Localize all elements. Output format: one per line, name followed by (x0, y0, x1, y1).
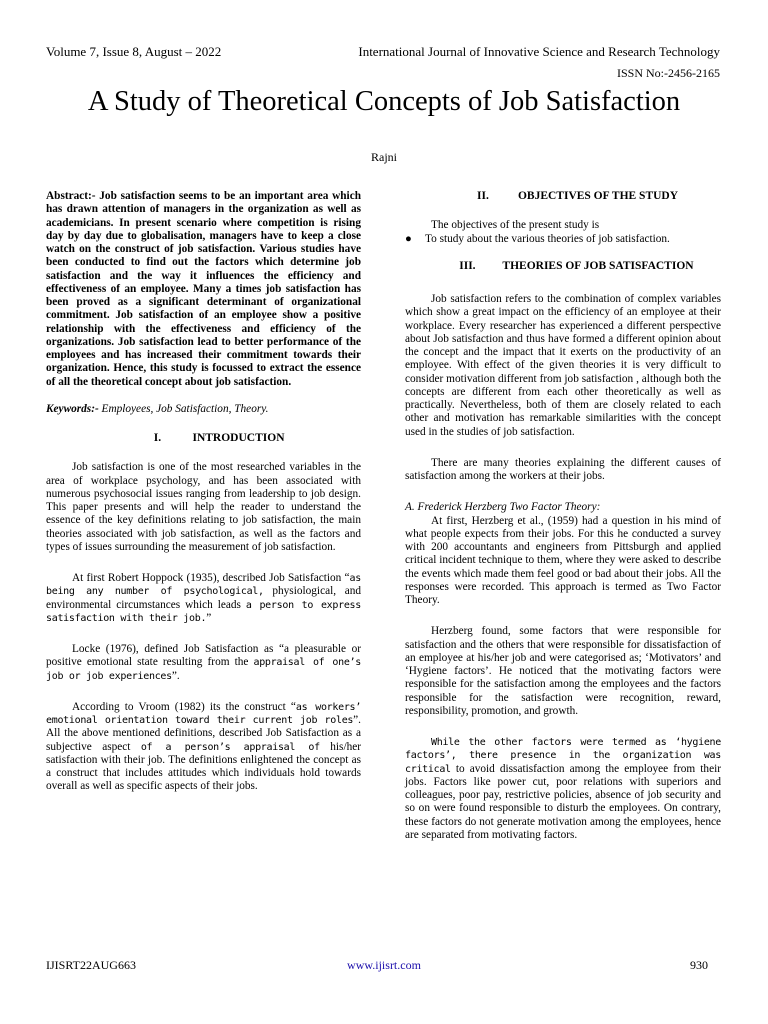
text-run: ”. (171, 669, 180, 682)
paper-title: A Study of Theoretical Concepts of Job Satisfaction (87, 86, 681, 117)
footer-website-link[interactable]: www.ijisrt.com (347, 958, 421, 972)
intro-paragraph-1: Job satisfaction is one of the most researched variables in the area of workplace psychology, and has been associated with numerous psychosocial issues ranging from leadership to job design. This paper presents and will help the reader to understand the essence of the key definitions relating to job satisfaction, the main theories associated with job satisfaction, as well as the factors and types of issues surrounding the measurement of job satisfaction. (46, 461, 361, 553)
footer-paper-code: IJISRT22AUG663 (46, 958, 136, 972)
section-objectives-heading (405, 190, 721, 203)
section-title: INTRODUCTION (192, 432, 285, 444)
text-run: At first Robert Hoppock (1935), described Job Satisfaction “ (72, 572, 350, 584)
intro-paragraph-3 (46, 643, 361, 683)
section-title: OBJECTIVES OF THE STUDY (517, 190, 679, 202)
text-run: ” (206, 611, 212, 624)
text-run: Locke (1976), defined Job Satisfaction as “a pleasurable or positive emotional state resulting from the (46, 643, 361, 669)
journal-name: International Journal of Innovative Science and Research Technology (358, 44, 720, 59)
section-number: II. (477, 190, 489, 202)
section-number: I. (153, 432, 162, 444)
quote-run: as workers’ emotional orientation toward their current job roles (46, 701, 361, 726)
intro-paragraph-2 (46, 572, 361, 625)
keywords-label: Keywords:- (46, 402, 99, 415)
section-introduction-heading (46, 432, 361, 445)
quote-run: a person to express satisfaction with their job. (46, 599, 361, 624)
text-run: According to Vroom (1982) its the construct “ (72, 700, 296, 713)
theories-paragraph-2: There are many theories explaining the different causes of satisfaction among the workers at their jobs. (405, 456, 721, 482)
quote-run: as being any number of psychological, (46, 573, 361, 598)
text-run: physiological, and environmental circumstances which leads (46, 585, 362, 611)
issn: ISSN No:-2456-2165 (616, 66, 720, 80)
author: Rajni (371, 150, 397, 164)
bullet-text: To study about the various theories of job satisfaction. (425, 232, 670, 245)
quote-run: appraisal of one’s job or job experiences (46, 657, 361, 682)
right-column (405, 190, 721, 842)
objectives-intro: The objectives of the present study is (431, 219, 600, 232)
quote-run: of a person’s appraisal of (140, 741, 320, 753)
left-column (46, 190, 361, 794)
theories-paragraph-1: Job satisfaction refers to the combination of complex variables which show a great impact on the efficiency of an employee at their workplace. Every researcher has experienced a different perspective about Job satisfaction and thus have formed a different opinion about the concept and the impact that it exerts on the productivity of an employee. With effect of the given theories it is very difficult to consider motivation different from job satisfaction , although both the concepts are different from each other theoretically as well as practically. Nevertheless, both of them are closely related to each other and motivation has remarkable similarities with the concept used in the studies of job satisfaction. (405, 293, 721, 438)
section-number: III. (459, 259, 476, 272)
bullet-icon: ● (405, 232, 412, 245)
section-title: THEORIES OF JOB SATISFACTION (502, 259, 694, 272)
intro-paragraph-4 (46, 701, 361, 794)
herzberg-paragraph-3 (405, 736, 721, 842)
herzberg-paragraph-1: At first, Herzberg et al., (1959) had a question in his mind of what people expects from their jobs. For this he conducted a survey with 200 accountants and engineers from Pittsburgh and applied critical incident technique to them, where they were asked to describe the events which made them feel good or bad about their jobs. All the responses were recorded. This approach is termed as Two Factor Theory. (405, 514, 721, 606)
abstract: Abstract:- Job satisfaction seems to be an important area which has drawn attention of managers in the organization as well as academicians. In present scenario where competition is rising day by day due to globalisation, managers have to keep a close watch on the construct of job satisfaction. Various studies have been conducted to find out the factors which determine job satisfaction and the way it influences the efficiency and effectiveness of an employee. Many a times job satisfaction has been proved as a significant determinant of organizational commitment. Job satisfaction of an employee show a positive relationship with the effectiveness and efficiency of the organizations. Job satisfaction lead to better performance of the employees and has increased their commitment towards their organization. Hence, this study is focussed to extract the essence of all the theoretical concept about job satisfaction. (46, 190, 361, 388)
section-theories-heading (405, 260, 721, 273)
volume-issue: Volume 7, Issue 8, August – 2022 (46, 44, 222, 59)
text-run: to avoid dissatisfaction among the employee from their jobs. Factors like power cut, poor relations with superiors and colleagues, poor pay, restrictive policies, absence of job security and so on were found responsible to disturb the employees. On contrary, these factors do not generate motivation among the employees, hence are separated from motivating factors. (405, 762, 721, 841)
quote-run: While the other factors were termed as ‘hygiene factors’, there presence in the organization was critical (405, 737, 721, 775)
text-run: his/her satisfaction with their job. The definitions enlightened the concept as a construct that includes attitudes which individuals hold towards overall as well as specific aspects of their jobs. (46, 740, 362, 793)
keywords-text: Employees, Job Satisfaction, Theory. (98, 402, 269, 415)
objective-bullet (405, 233, 721, 246)
text-run: ”. All the above mentioned definitions, described Job Satisfaction as a subjective aspect (46, 714, 361, 753)
keywords (46, 403, 361, 416)
subsection-a-heading: A. Frederick Herzberg Two Factor Theory: (405, 501, 601, 514)
herzberg-paragraph-2: Herzberg found, some factors that were responsible for satisfaction and the others that were responsible for dissatisfaction of an employee at his/her job and were categorised as; ‘Motivators’ and ‘Hygiene factors’. He noticed that the motivating factors were responsible for the satisfaction among the employees and the factors responsible for the satisfaction were recognition, reward, responsibility, promotion, and growth. (405, 625, 721, 717)
page-number: 930 (690, 958, 708, 972)
